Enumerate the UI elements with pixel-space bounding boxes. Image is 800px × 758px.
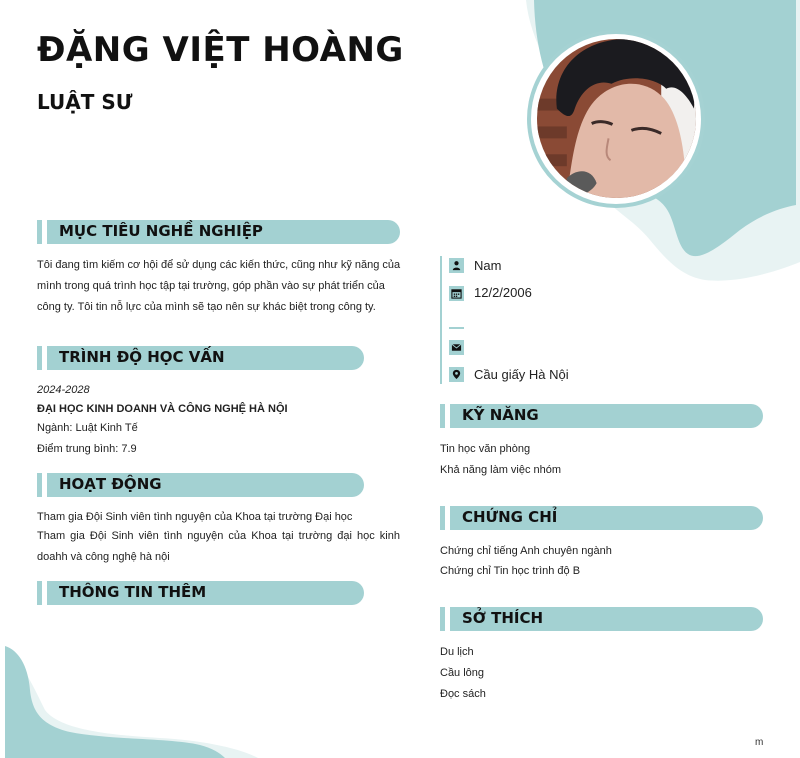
bottom-left-blob-shadow bbox=[5, 650, 258, 758]
avatar bbox=[527, 30, 705, 208]
education-school: ĐẠI HỌC KINH DOANH VÀ CÔNG NGHỆ HÀ NỘI bbox=[37, 403, 288, 415]
contact-address: Cầu giấy Hà Nội bbox=[474, 367, 569, 382]
contact-divider bbox=[440, 256, 442, 384]
hobby-item: Đọc sách bbox=[440, 688, 486, 700]
section-title: KỸ NĂNG bbox=[462, 406, 539, 424]
section-title: SỞ THÍCH bbox=[462, 609, 544, 627]
section-header-hobbies bbox=[440, 607, 763, 631]
education-major: Ngành: Luật Kinh Tế bbox=[37, 422, 138, 434]
hobby-item: Cầu lông bbox=[440, 667, 485, 679]
email-icon bbox=[449, 340, 464, 355]
contact-phone-placeholder bbox=[449, 327, 464, 329]
hobby-item: Du lịch bbox=[440, 646, 474, 658]
section-title: MỤC TIÊU NGHỀ NGHIỆP bbox=[59, 222, 263, 240]
section-header-certificates bbox=[440, 506, 763, 530]
section-header-extra-info bbox=[37, 581, 364, 605]
objective-line: mình trong quá trình học tập tại trường, góp phần vào sự phát triển của bbox=[37, 280, 385, 292]
calendar-icon bbox=[449, 286, 464, 301]
section-header-education bbox=[37, 346, 364, 370]
job-title: LUẬT SƯ bbox=[37, 90, 133, 114]
objective-line: công ty. Tôi tin nỗ lực của mình sẽ tạo nên sự khác biệt trong công ty. bbox=[37, 301, 376, 313]
activity-item-continued: doahh và công nghệ hà nội bbox=[37, 551, 170, 563]
education-period: 2024-2028 bbox=[37, 384, 90, 396]
contact-gender: Nam bbox=[474, 258, 502, 273]
section-title: HOẠT ĐỘNG bbox=[59, 475, 162, 493]
bottom-left-blob bbox=[5, 646, 225, 758]
section-header-objective bbox=[37, 220, 400, 244]
section-title: CHỨNG CHỈ bbox=[462, 508, 558, 526]
avatar-photo bbox=[537, 39, 696, 198]
certificate-item: Chứng chỉ Tin học trình độ B bbox=[440, 565, 581, 577]
activity-item: Tham gia Đội Sinh viên tình nguyện của Khoa tại trường Đại học bbox=[37, 511, 353, 523]
section-title: TRÌNH ĐỘ HỌC VẤN bbox=[59, 348, 225, 366]
skill-item: Khả năng làm việc nhóm bbox=[440, 464, 562, 476]
activity-item: Tham gia Đội Sinh viên tình nguyện của Khoa tại trường đại học kinh bbox=[37, 530, 400, 542]
certificate-item: Chứng chỉ tiếng Anh chuyên ngành bbox=[440, 545, 612, 557]
footer-mark: m bbox=[755, 737, 764, 748]
section-header-skills bbox=[440, 404, 763, 428]
candidate-name: ĐẶNG VIỆT HOÀNG bbox=[37, 30, 404, 70]
section-title: THÔNG TIN THÊM bbox=[59, 583, 207, 601]
objective-line: Tôi đang tìm kiếm cơ hội để sử dụng các kiến thức, cũng như kỹ năng của bbox=[37, 259, 401, 271]
location-icon bbox=[449, 367, 464, 382]
section-header-activities bbox=[37, 473, 364, 497]
contact-birthday: 12/2/2006 bbox=[474, 285, 532, 300]
education-gpa: Điểm trung bình: 7.9 bbox=[37, 443, 137, 455]
person-icon bbox=[449, 258, 464, 273]
skill-item: Tin học văn phòng bbox=[440, 443, 531, 455]
portrait-image bbox=[537, 39, 696, 198]
